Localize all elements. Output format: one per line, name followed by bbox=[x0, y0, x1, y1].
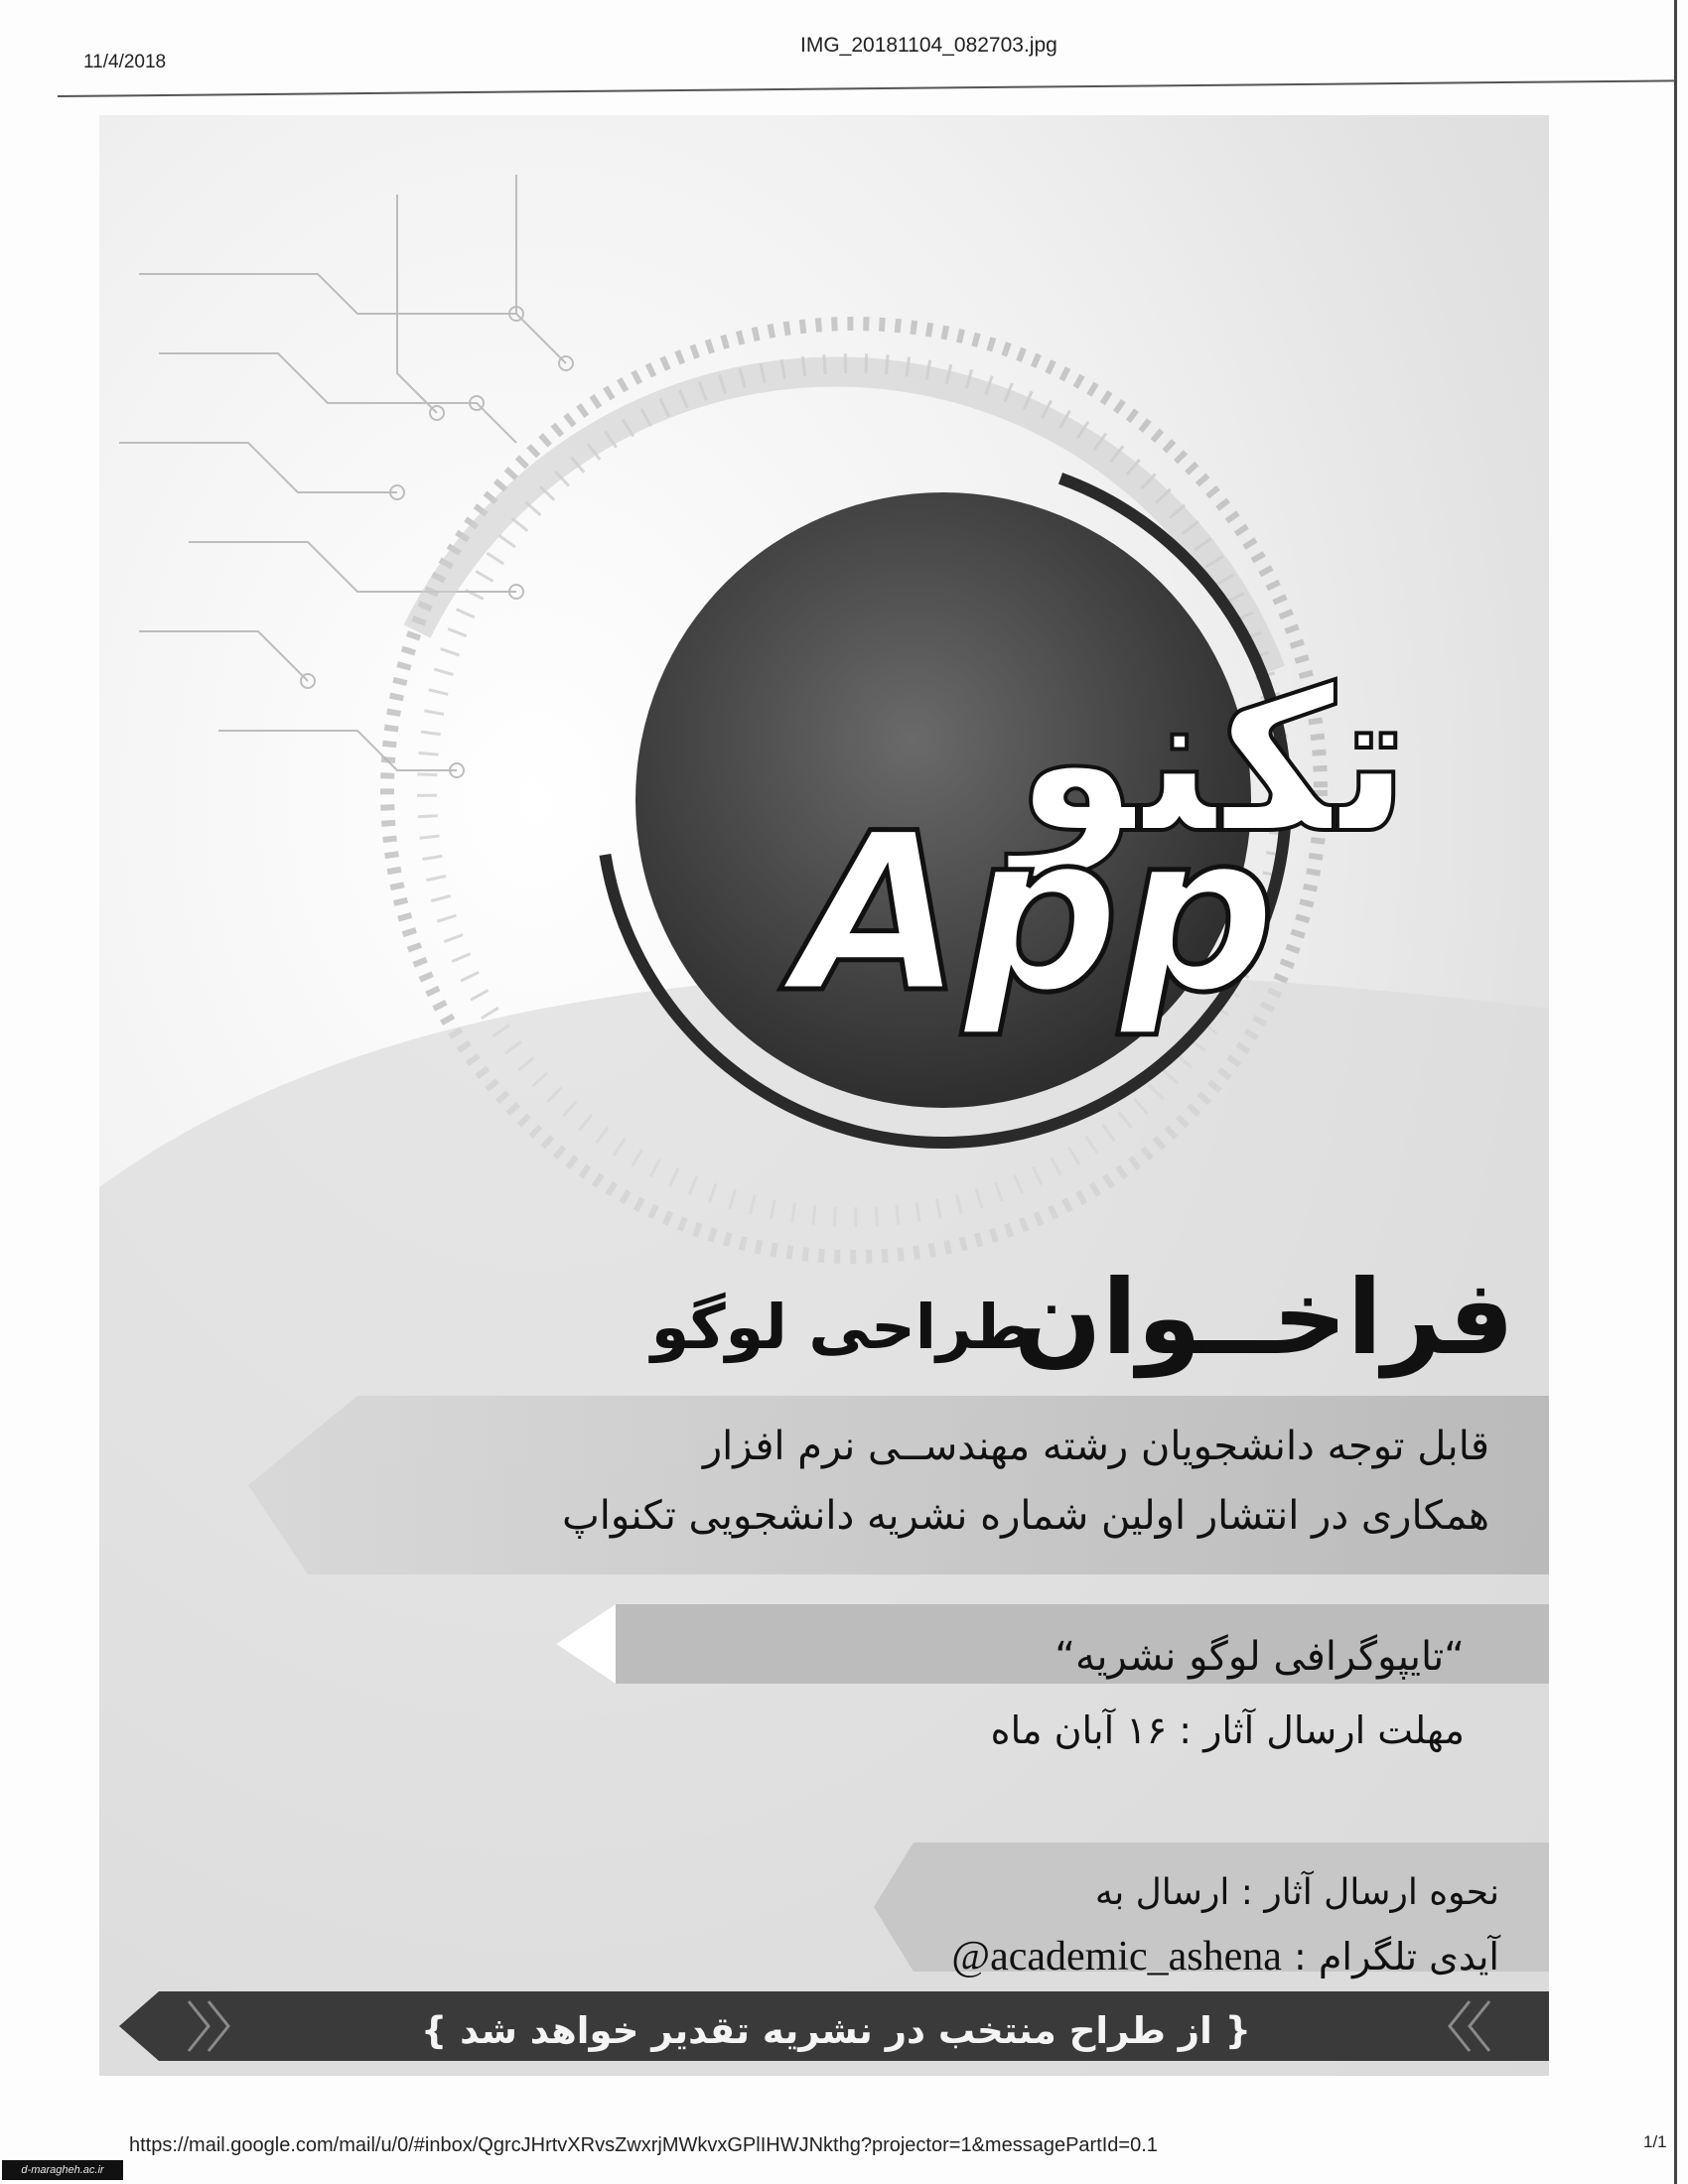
circuit-pattern bbox=[119, 175, 573, 777]
scan-top-edge bbox=[58, 79, 1674, 97]
telegram-label: آیدی تلگرام : bbox=[1294, 1935, 1499, 1979]
print-url: https://mail.google.com/mail/u/0/#inbox/QgrcJHrtvXRvsZwxrjMWkvxGPlIHWJNkthg?projector=1&messagePartId=0.1 bbox=[129, 2134, 1158, 2156]
telegram-handle: @academic_ashena bbox=[951, 1934, 1282, 1979]
submission-line: نحوه ارسال آثار : ارسال به bbox=[1094, 1872, 1499, 1913]
topic-line: “تایپوگرافی لوگو نشریه“ bbox=[1055, 1634, 1465, 1680]
logo-latin: App bbox=[794, 786, 1277, 1040]
scan-right-edge bbox=[1674, 0, 1677, 2184]
print-filename: IMG_20181104_082703.jpg bbox=[800, 34, 1057, 57]
telegram-line bbox=[951, 1933, 1499, 1980]
text-band-1 bbox=[248, 1396, 1549, 1574]
poster-title: فراخــوان bbox=[1013, 1257, 1514, 1378]
audience-line: قابل توجه دانشجویان رشته مهندســی نرم افزار bbox=[702, 1424, 1489, 1469]
purpose-line: همکاری در انتشار اولین شماره نشریه دانشجویی تکنواپ bbox=[562, 1493, 1489, 1539]
deadline-line: مهلت ارسال آثار : ۱۶ آبان ماه bbox=[990, 1708, 1465, 1752]
print-date: 11/4/2018 bbox=[83, 52, 167, 72]
poster bbox=[99, 115, 1549, 2076]
poster-artwork bbox=[99, 115, 1549, 2076]
logo-persian: تکنو bbox=[1014, 646, 1410, 878]
award-line: { از طراح منتخب در نشریه تقدیر خواهد شد } bbox=[420, 2009, 1251, 2052]
site-watermark: d-maragheh.ac.ir bbox=[2, 2160, 123, 2180]
poster-subtitle: طراحی لوگو bbox=[650, 1291, 1033, 1363]
page-number: 1/1 bbox=[1643, 2132, 1667, 2151]
